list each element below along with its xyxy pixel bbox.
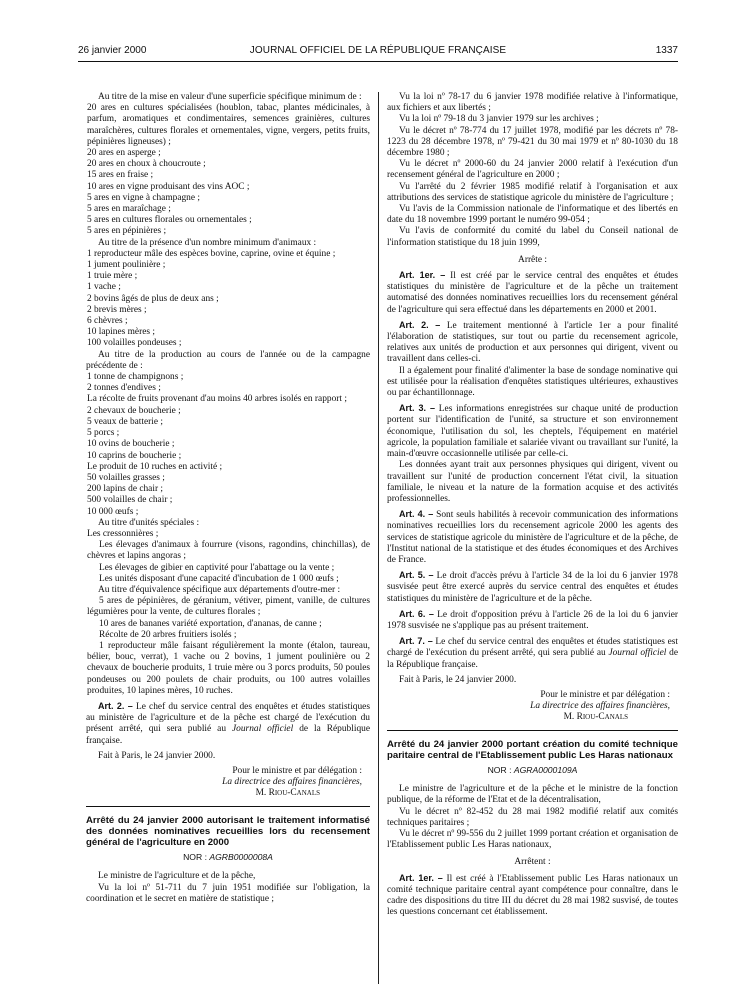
- vu-clause: Vu le décret nº 82-452 du 28 mai 1982 modifié relatif aux comités techniques paritaires ;: [387, 806, 678, 828]
- production-item: 10 ovins de boucherie ;: [87, 439, 175, 450]
- arrete-title: Arrêté du 24 janvier 2000 portant création du comité technique paritaire central de l'Etablissement public Les Haras nationaux: [387, 738, 678, 761]
- column-divider: [378, 92, 379, 984]
- header-page-number: 1337: [655, 45, 678, 56]
- animal-item: 1 reproducteur mâle des espèces bovine, caprine, ovine et équine ;: [87, 248, 336, 259]
- production-item: 500 volailles de chair ;: [87, 495, 173, 506]
- surface-item: 20 ares en choux à choucroute ;: [87, 159, 206, 170]
- article-2: [387, 320, 678, 366]
- production-list: [86, 372, 370, 518]
- surface-item: 15 ares en fraise ;: [87, 170, 154, 181]
- animals-intro: Au titre de la présence d'un nombre minimum d'animaux :: [98, 237, 317, 248]
- signature-role: [86, 777, 370, 788]
- minister-line: Le ministre de l'agriculture et de la pêche,: [98, 871, 256, 882]
- vu-clause: Vu la loi nº 78-17 du 6 janvier 1978 modifiée relative à l'informatique, aux fichiers et aux libertés ;: [387, 92, 678, 114]
- done-at-paris: Fait à Paris, le 24 janvier 2000.: [399, 674, 517, 685]
- nor-reference: [86, 852, 370, 863]
- article-2: [86, 701, 370, 747]
- article-1: [387, 270, 678, 316]
- journal-officiel-ref: Journal officiel: [232, 724, 294, 735]
- nor-reference: [387, 765, 678, 776]
- special-item: Les unités disposant d'une capacité d'incubation de 1 000 œufs ;: [99, 573, 339, 584]
- article-4: [387, 509, 678, 566]
- dom-item: 1 reproducteur mâle faisant régulièrement la monte (étalon, taureau, bélier, bouc, verrat), 1 vache ou 2 bovins, 1 jument poulinière ou 2 chevaux de boucherie produits, 1 truie mère ou 3 porcs produits, 50 poules pondeuses ou 200 poulets de chair produits, ou 100 autres volailles produites, 10 lapines mères, 10 ruches.: [87, 640, 370, 696]
- vu-clause: Vu le décret nº 2000-60 du 24 janvier 2000 relatif à l'exécution d'un recensement général de l'agriculture en 2000 ;: [387, 159, 678, 181]
- animal-item: 1 truie mère ;: [87, 271, 138, 282]
- article-6-label: Art. 6. –: [399, 608, 434, 619]
- nor-label: NOR :: [487, 764, 514, 775]
- signature-name-text: M. Riou-Canals: [255, 788, 320, 799]
- signature-delegation: Pour le ministre et par délégation :: [540, 689, 670, 700]
- production-item: 10 caprins de boucherie ;: [87, 450, 182, 461]
- article-2-text: Le chef du service central des enquêtes et études statistiques au ministère de l'agriculture et de la pêche est chargé de l'exécution du présent arrêté, qui sera publié au: [86, 701, 370, 735]
- arrete-heading: Arrête :: [518, 254, 547, 265]
- production-intro: Au titre de la production au cours de l'année ou de la campagne précédente de :: [86, 349, 370, 371]
- article-1-text: Il est créé par le service central des enquêtes et études statistiques du ministère de l'agriculture et de la pêche un traitement automatisé des données nominatives recueillies lors du recensement général de l'agriculture qui sera effectué dans les départements en 2000 et 2001.: [387, 271, 678, 315]
- article-2-label: Art. 2. –: [98, 700, 133, 711]
- dom-item: 5 ares de pépinières, de géranium, vétiver, piment, vanille, de cultures légumières pour la vente, de cultures florales ;: [87, 596, 370, 618]
- production-item: 10 000 œufs ;: [87, 506, 139, 517]
- signature-name: [86, 788, 370, 799]
- right-column: [387, 92, 678, 918]
- dom-list: [86, 596, 370, 697]
- production-item: 1 tonne de champignons ;: [87, 372, 184, 383]
- special-item: Les cressonnières ;: [87, 528, 159, 539]
- surface-item: 10 ares en vigne produisant des vins AOC ;: [87, 181, 250, 192]
- surface-intro: Au titre de la mise en valeur d'une superficie spécifique minimum de :: [98, 92, 362, 102]
- article-2-text: Le traitement mentionné à l'article 1er a pour finalité l'élaboration de statistiques, sur tout ou partie du recensement agricole, relatives aux unités de production et aux personnes qui dirigent, vivent ou travaillent dans celles-ci.: [387, 320, 678, 365]
- article-7: [387, 636, 678, 671]
- surface-list: [86, 103, 370, 237]
- special-item: Les élevages de gibier en captivité pour l'abattage ou la vente ;: [99, 562, 335, 573]
- production-item: 2 tonnes d'endives ;: [87, 383, 161, 394]
- vu-clause: Vu l'arrêté du 2 février 1985 modifié relatif à l'organisation et aux attributions des services de statistique agricole du ministère de l'agriculture ;: [387, 181, 678, 203]
- done-at-paris: Fait à Paris, le 24 janvier 2000.: [98, 750, 216, 761]
- animal-item: 1 jument poulinière ;: [87, 260, 166, 271]
- article-4-text: Sont seuls habilités à recevoir communication des informations nominatives recueillies lors du recensement agricole 2000 les agents des services de statistique agricole du ministère de l'agriculture et de la pêche, de l'Institut national de la statistique et des études économiques et des Archives de France.: [387, 510, 678, 565]
- article-7-label: Art. 7. –: [399, 636, 433, 647]
- article-6: [387, 609, 678, 632]
- article-1-label: Art. 1er. –: [399, 270, 446, 281]
- vu-clause: Vu le décret nº 99-556 du 2 juillet 1999 portant création et organisation de l'Etablissement public Les Haras nationaux,: [387, 828, 678, 851]
- vu-clause: Vu l'avis de conformité du comité du label du Conseil national de l'information statistique du 18 juin 1999,: [387, 226, 678, 248]
- special-list: [86, 529, 370, 585]
- vu-clause: Vu l'avis de la Commission nationale de l'informatique et des libertés en date du 18 novembre 1999 portant le numéro 99-054 ;: [387, 204, 678, 226]
- header-title: JOURNAL OFFICIEL DE LA RÉPUBLIQUE FRANÇAISE: [249, 45, 507, 56]
- signature-name-text: M. Riou-Canals: [563, 712, 628, 723]
- animal-item: 6 chèvres ;: [87, 316, 128, 327]
- header-date: 26 janvier 2000: [78, 45, 147, 56]
- animals-list: [86, 249, 370, 350]
- animal-item: 2 brevis mères ;: [87, 304, 147, 315]
- signature-role-text: La directrice des affaires financières,: [222, 777, 362, 788]
- animal-item: 1 vache ;: [87, 282, 121, 293]
- article-5-text: Le droit d'accès prévu à l'article 34 de la loi du 6 janvier 1978 susvisée peut être exercé auprès du service central des enquêtes et études statistiques du ministère de l'agriculture et de la pêche.: [387, 571, 678, 604]
- animal-item: 2 bovins âgés de plus de deux ans ;: [87, 293, 219, 304]
- dom-item: 10 ares de bananes variété exportation, d'ananas, de canne ;: [99, 618, 322, 629]
- production-item: 5 porcs ;: [87, 428, 120, 439]
- article-1-text: Il est créé à l'Etablissement public Les Haras nationaux un comité technique paritaire central ayant compétence pour connaître, dans le cadre des dispositions du titre III du décret du 28 mai 1982 susvisé, de toutes les questions concernant cet établissement.: [387, 873, 678, 918]
- nor-code: AGRB0000008A: [209, 852, 273, 863]
- vu-clause: Vu le décret nº 78-774 du 17 juillet 1978, modifié par les décrets nº 78-1223 du 28 décembre 1978, nº 79-421 du 30 mai 1979 et nº 80-1030 du 18 décembre 1980 ;: [387, 125, 678, 159]
- animal-item: 100 volailles pondeuses ;: [87, 338, 182, 349]
- dom-intro: Au titre d'équivalence spécifique aux départements d'outre-mer :: [98, 584, 341, 595]
- surface-item: 5 ares en cultures florales ou ornementales ;: [87, 215, 252, 226]
- production-item: 50 volailles grasses ;: [87, 472, 165, 483]
- special-intro: Au titre d'unités spéciales :: [98, 517, 200, 528]
- article-1-label: Art. 1er. –: [399, 872, 443, 883]
- animal-item: 10 lapines mères ;: [87, 327, 155, 338]
- article-2-label: Art. 2. –: [399, 319, 441, 330]
- journal-officiel-ref: Journal officiel: [608, 648, 667, 659]
- production-item: La récolte de fruits provenant d'au moins 40 arbres isolés en rapport ;: [87, 394, 347, 405]
- article-2-end: de la République française.: [86, 724, 370, 746]
- article-3-text: Les informations enregistrées sur chaque unité de production portent sur l'identification de l'unité, sa structure et son environnement économique, l'utilisation du sol, les cheptels, l'équipement en matériel agricole, la population familiale et salariée vivant ou travaillant sur l'unité, la main-d'œuvre occasionnelle utilisée par celle-ci.: [387, 404, 679, 460]
- article-7-end: de la République française.: [387, 648, 678, 670]
- signature-role: [387, 701, 678, 712]
- article-1: [387, 873, 678, 919]
- surface-item: 20 ares en asperge ;: [87, 148, 161, 159]
- ministers-line: Le ministre de l'agriculture et de la pêche et le ministre de la fonction publique, de la réforme de l'Etat et de la décentralisation,: [387, 784, 678, 806]
- section-separator: [86, 806, 370, 807]
- article-5-label: Art. 5. –: [399, 570, 434, 581]
- vu-clause: Vu la loi nº 51-711 du 7 juin 1951 modifiée sur l'obligation, la coordination et le secret en matière de statistique ;: [86, 882, 370, 904]
- section-separator: [387, 730, 678, 731]
- article-2-paragraph: Il a également pour finalité d'alimenter la base de sondage nominative qui est utilisée pour la réalisation d'enquêtes statistiques ultérieures, exhaustives ou par échantillonnage.: [387, 365, 678, 399]
- page-header: [78, 44, 678, 58]
- nor-label: NOR :: [183, 852, 210, 863]
- signature-role-text: La directrice des affaires financières,: [530, 701, 670, 712]
- production-item: Le produit de 10 ruches en activité ;: [87, 461, 223, 472]
- arrete-title: Arrêté du 24 janvier 2000 autorisant le traitement informatisé des données nominatives recueillies lors du recensement général de l'agriculture en 2000: [86, 814, 370, 848]
- article-3-label: Art. 3. –: [399, 403, 435, 414]
- signature-name: [387, 712, 678, 723]
- article-5: [387, 570, 678, 605]
- surface-item: 20 ares en cultures spécialisées (houblon, tabac, plantes médicinales, à parfum, aromatiques et condimentaires, semences grainières, cultures maraîchères, cultures florales et ornementales, vigne, vergers, petits fruits, pépinières ligneuses) ;: [87, 103, 370, 147]
- article-3: [387, 403, 678, 460]
- header-rule: [78, 61, 678, 62]
- surface-item: 5 ares en vigne à champagne ;: [87, 192, 200, 203]
- signature-delegation: Pour le ministre et par délégation :: [232, 765, 362, 776]
- nor-code: AGRA0000109A: [513, 764, 578, 775]
- arretent-heading: Arrêtent :: [514, 857, 551, 868]
- surface-item: 5 ares en pépinières ;: [87, 226, 167, 237]
- article-6-text: Le droit d'opposition prévu à l'article 26 de la loi du 6 janvier 1978 susvisée ne s'applique pas au présent traitement.: [387, 609, 678, 631]
- production-item: 200 lapins de chair ;: [87, 484, 164, 495]
- production-item: 5 veaux de batterie ;: [87, 416, 164, 427]
- vu-clause: Vu la loi nº 79-18 du 3 janvier 1979 sur les archives ;: [399, 114, 599, 125]
- left-column: [86, 92, 370, 905]
- article-4-label: Art. 4. –: [399, 509, 434, 520]
- production-item: 2 chevaux de boucherie ;: [87, 405, 181, 416]
- dom-item: Récolte de 20 arbres fruitiers isolés ;: [99, 629, 237, 640]
- article-7-text: Le chef du service central des enquêtes et études statistiques est chargé de l'exécution du présent arrêté, qui sera publié au: [387, 637, 678, 659]
- surface-item: 5 ares en maraîchage ;: [87, 204, 171, 215]
- special-item: Les élevages d'animaux à fourrure (visons, ragondins, chinchillas), de chèvres et lapins angoras ;: [87, 540, 370, 562]
- article-3-paragraph: Les données ayant trait aux personnes physiques qui dirigent, vivent ou travaillent sur l'unité de production concernent l'état civil, la situation familiale, le niveau et la nature de la formation acquise et des activités professionnelles.: [387, 460, 678, 504]
